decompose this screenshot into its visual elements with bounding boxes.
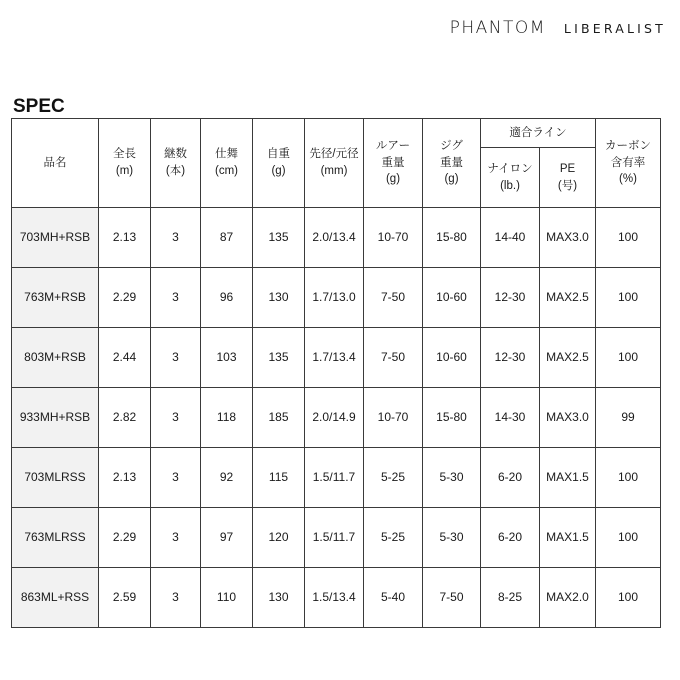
cell-weight: 185 xyxy=(253,388,305,448)
table-row xyxy=(12,388,661,448)
header-pe: PE (号) xyxy=(540,148,596,208)
cell-diameter: 1.5/11.7 xyxy=(305,448,364,508)
cell-jig-weight: 10-60 xyxy=(423,268,481,328)
brand-liberalist: LIBERALIST xyxy=(563,21,666,36)
cell-nylon: 14-40 xyxy=(481,208,540,268)
cell-lure-weight: 5-40 xyxy=(364,568,423,628)
header-line-group: 適合ライン xyxy=(481,119,596,148)
table-row xyxy=(12,568,661,628)
cell-jig-weight: 10-60 xyxy=(423,328,481,388)
cell-name: 763M+RSB xyxy=(12,268,99,328)
cell-nylon: 6-20 xyxy=(481,448,540,508)
cell-length: 2.82 xyxy=(99,388,151,448)
cell-closed-length: 87 xyxy=(201,208,253,268)
header-weight: 自重 (g) xyxy=(253,119,305,208)
cell-closed-length: 96 xyxy=(201,268,253,328)
cell-pe: MAX1.5 xyxy=(540,508,596,568)
cell-carbon: 99 xyxy=(596,388,661,448)
cell-carbon: 100 xyxy=(596,448,661,508)
cell-weight: 120 xyxy=(253,508,305,568)
cell-diameter: 1.7/13.4 xyxy=(305,328,364,388)
cell-weight: 130 xyxy=(253,568,305,628)
header-jig-weight: ジグ 重量 (g) xyxy=(423,119,481,208)
cell-length: 2.59 xyxy=(99,568,151,628)
table-row xyxy=(12,508,661,568)
cell-closed-length: 110 xyxy=(201,568,253,628)
spec-table xyxy=(11,118,661,628)
cell-name: 863ML+RSS xyxy=(12,568,99,628)
cell-closed-length: 92 xyxy=(201,448,253,508)
cell-carbon: 100 xyxy=(596,568,661,628)
cell-pieces: 3 xyxy=(151,208,201,268)
header-pieces: 継数 (本) xyxy=(151,119,201,208)
table-row xyxy=(12,328,661,388)
cell-carbon: 100 xyxy=(596,268,661,328)
cell-weight: 130 xyxy=(253,268,305,328)
cell-pe: MAX3.0 xyxy=(540,208,596,268)
cell-lure-weight: 5-25 xyxy=(364,448,423,508)
cell-length: 2.29 xyxy=(99,508,151,568)
header-diameter: 先径/元径 (mm) xyxy=(305,119,364,208)
cell-pe: MAX2.0 xyxy=(540,568,596,628)
cell-pe: MAX1.5 xyxy=(540,448,596,508)
cell-diameter: 2.0/14.9 xyxy=(305,388,364,448)
cell-jig-weight: 15-80 xyxy=(423,388,481,448)
cell-diameter: 1.5/11.7 xyxy=(305,508,364,568)
cell-lure-weight: 5-25 xyxy=(364,508,423,568)
cell-weight: 135 xyxy=(253,208,305,268)
cell-pieces: 3 xyxy=(151,568,201,628)
cell-closed-length: 103 xyxy=(201,328,253,388)
cell-lure-weight: 7-50 xyxy=(364,328,423,388)
spec-table-body xyxy=(12,208,661,628)
table-row xyxy=(12,208,661,268)
brand-phantom: PHANTOM xyxy=(449,18,546,38)
cell-pe: MAX2.5 xyxy=(540,328,596,388)
cell-nylon: 8-25 xyxy=(481,568,540,628)
header-name: 品名 xyxy=(12,119,99,208)
cell-name: 703MLRSS xyxy=(12,448,99,508)
cell-pieces: 3 xyxy=(151,328,201,388)
cell-pe: MAX3.0 xyxy=(540,388,596,448)
cell-pieces: 3 xyxy=(151,268,201,328)
cell-closed-length: 97 xyxy=(201,508,253,568)
cell-name: 803M+RSB xyxy=(12,328,99,388)
header-carbon: カーボン 含有率 (%) xyxy=(596,119,661,208)
cell-pieces: 3 xyxy=(151,508,201,568)
section-title: SPEC xyxy=(13,96,65,117)
cell-carbon: 100 xyxy=(596,508,661,568)
header-length: 全長 (m) xyxy=(99,119,151,208)
cell-pieces: 3 xyxy=(151,448,201,508)
cell-diameter: 2.0/13.4 xyxy=(305,208,364,268)
cell-weight: 115 xyxy=(253,448,305,508)
cell-name: 933MH+RSB xyxy=(12,388,99,448)
brand-logo xyxy=(450,18,666,38)
cell-nylon: 14-30 xyxy=(481,388,540,448)
cell-lure-weight: 7-50 xyxy=(364,268,423,328)
cell-length: 2.13 xyxy=(99,448,151,508)
header-closed-length: 仕舞 (cm) xyxy=(201,119,253,208)
cell-lure-weight: 10-70 xyxy=(364,388,423,448)
cell-pe: MAX2.5 xyxy=(540,268,596,328)
cell-length: 2.29 xyxy=(99,268,151,328)
cell-length: 2.13 xyxy=(99,208,151,268)
table-row xyxy=(12,268,661,328)
cell-jig-weight: 7-50 xyxy=(423,568,481,628)
cell-name: 703MH+RSB xyxy=(12,208,99,268)
cell-lure-weight: 10-70 xyxy=(364,208,423,268)
cell-nylon: 6-20 xyxy=(481,508,540,568)
cell-length: 2.44 xyxy=(99,328,151,388)
cell-diameter: 1.5/13.4 xyxy=(305,568,364,628)
header-nylon: ナイロン (lb.) xyxy=(481,148,540,208)
cell-closed-length: 118 xyxy=(201,388,253,448)
cell-pieces: 3 xyxy=(151,388,201,448)
cell-nylon: 12-30 xyxy=(481,328,540,388)
table-row xyxy=(12,448,661,508)
cell-diameter: 1.7/13.0 xyxy=(305,268,364,328)
cell-carbon: 100 xyxy=(596,328,661,388)
cell-weight: 135 xyxy=(253,328,305,388)
cell-jig-weight: 5-30 xyxy=(423,448,481,508)
cell-name: 763MLRSS xyxy=(12,508,99,568)
header-lure-weight: ルアー 重量 (g) xyxy=(364,119,423,208)
cell-jig-weight: 15-80 xyxy=(423,208,481,268)
cell-carbon: 100 xyxy=(596,208,661,268)
cell-jig-weight: 5-30 xyxy=(423,508,481,568)
cell-nylon: 12-30 xyxy=(481,268,540,328)
